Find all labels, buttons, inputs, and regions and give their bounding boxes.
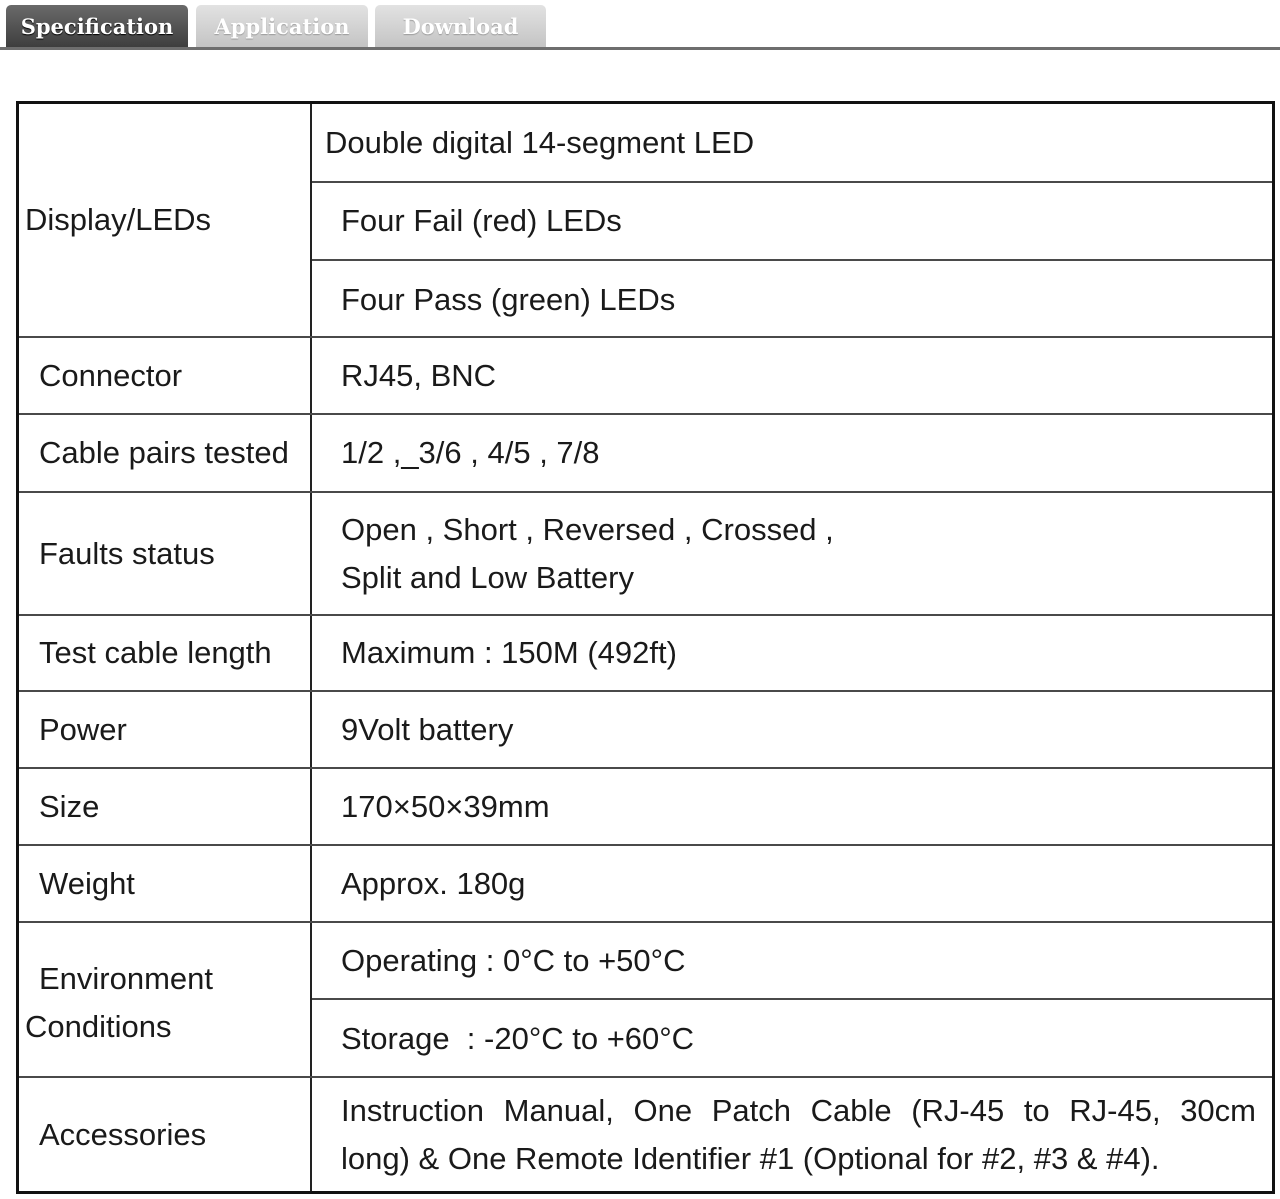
environment-operating: Operating : 0°C to +50°C (312, 923, 1272, 1000)
tab-application[interactable]: Application (196, 5, 368, 47)
row-label-display: Display/LEDs (19, 104, 312, 336)
table-row-size (19, 769, 1272, 846)
row-value-environment (312, 923, 1272, 1076)
row-value-cable-pairs: 1/2 ,_3/6 , 4/5 , 7/8 (341, 435, 600, 470)
row-label-environment: Environment Conditions (19, 923, 312, 1076)
table-row-faults (19, 493, 1272, 616)
display-fail-leds: Four Fail (red) LEDs (312, 183, 1272, 261)
row-value-connector: RJ45, BNC (341, 357, 497, 393)
row-label-weight: Weight (19, 846, 312, 921)
row-value-weight: Approx. 180g (341, 865, 526, 901)
row-value-power: 9Volt battery (341, 711, 514, 747)
row-value-accessories: Instruction Manual, One Patch Cable (RJ-45 to RJ-45, 30cm long) & One Remote Identifier #1 (Optional for #2, #3 & #4). (341, 1092, 1256, 1176)
table-row-length (19, 616, 1272, 692)
row-label-connector: Connector (19, 338, 312, 413)
tab-specification[interactable]: Specification (6, 5, 188, 47)
table-row-cable-pairs (19, 415, 1272, 493)
table-row-connector (19, 338, 1272, 415)
row-value-length: Maximum : 150M (492ft) (341, 635, 677, 670)
display-led-type: Double digital 14-segment LED (312, 104, 1272, 183)
row-label-cable-pairs: Cable pairs tested (19, 415, 312, 491)
table-row-environment (19, 923, 1272, 1078)
table-row-power (19, 692, 1272, 769)
tab-download[interactable]: Download (375, 5, 546, 47)
row-value-size: 170×50×39mm (341, 788, 550, 824)
row-value-display (312, 104, 1272, 336)
row-value-faults: Open , Short , Reversed , Crossed , Split and Low Battery (341, 511, 834, 595)
row-label-length: Test cable length (19, 616, 312, 690)
row-label-size: Size (19, 769, 312, 844)
row-label-power: Power (19, 692, 312, 767)
tab-bar (0, 0, 1280, 50)
table-row-accessories (19, 1078, 1272, 1191)
table-row-weight (19, 846, 1272, 923)
environment-storage: Storage : -20°C to +60°C (341, 1021, 695, 1056)
specification-table (16, 101, 1275, 1194)
row-label-accessories: Accessories (19, 1078, 312, 1191)
display-pass-leds: Four Pass (green) LEDs (341, 281, 676, 317)
table-row-display (19, 104, 1272, 338)
row-label-faults: Faults status (19, 493, 312, 614)
